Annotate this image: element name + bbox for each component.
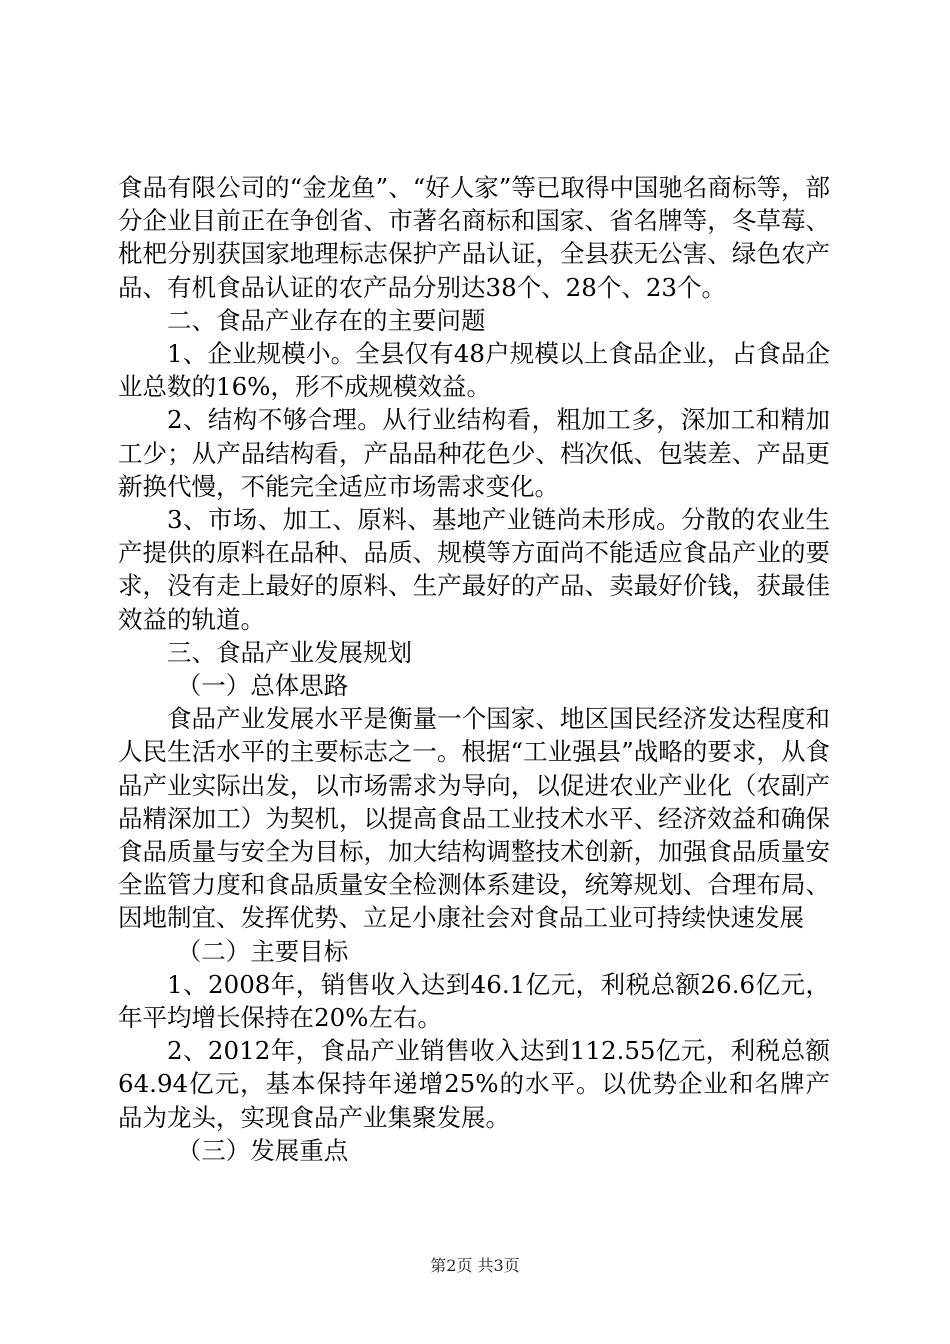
document-body [118, 171, 830, 1167]
paragraph-problem-structure: 2、结构不够合理。从行业结构看，粗加工多，深加工和精加工少；从产品结构看，产品品种花色少、档次低、包装差、产品更新换代慢，不能完全适应市场需求变化。 [118, 405, 830, 501]
section-heading-main-problems: 二、食品产业存在的主要问题 [167, 305, 486, 335]
paragraph-goal-2012: 2、2012年，食品产业销售收入达到112.55亿元，利税总额64.94亿元，基本保持年递增25%的水平。以优势企业和名牌产品为龙头，实现食品产业集聚发展。 [118, 1036, 830, 1132]
page-number-footer: 第2页 共3页 [430, 1256, 520, 1275]
paragraph-brand-achievements: 食品有限公司的“金龙鱼”、“好人家”等已取得中国驰名商标等，部分企业目前正在争创省、市著名商标和国家、省名牌等，冬草莓、枇杷分别获国家地理标志保护产品认证，全县获无公害、绿色农产品、有机食品认证的农产品分别达38个、28个、23个。 [118, 173, 830, 302]
paragraph-overall-approach: 食品产业发展水平是衡量一个国家、地区国民经济发达程度和人民生活水平的主要标志之一。根据“工业强县”战略的要求，从食品产业实际出发，以市场需求为导向，以促进农业产业化（农副产品精深加工）为契机，以提高食品工业技术水平、经济效益和确保食品质量与安全为目标，加大结构调整技术创新，加强食品质量安全监管力度和食品质量安全检测体系建设，统筹规划、合理布局、因地制宜、发挥优势、立足小康社会对食品工业可持续快速发展 [118, 704, 830, 933]
paragraph-problem-chain: 3、市场、加工、原料、基地产业链尚未形成。分散的农业生产提供的原料在品种、品质、规模等方面尚不能适应食品产业的要求，没有走上最好的原料、生产最好的产品、卖最好价钱，获最佳效益的轨道。 [118, 505, 830, 634]
subheading-main-goals: （二）主要目标 [176, 936, 349, 966]
paragraph-goal-2008: 1、2008年，销售收入达到46.1亿元，利税总额26.6亿元，年平均增长保持在20%左右。 [118, 969, 830, 1033]
subheading-development-focus: （三）发展重点 [176, 1135, 349, 1165]
subheading-overall-approach: （一）总体思路 [176, 671, 349, 701]
section-heading-development-plan: 三、食品产业发展规划 [167, 637, 412, 667]
paragraph-problem-scale: 1、企业规模小。全县仅有48户规模以上食品企业，占食品企业总数的16%，形不成规模效益。 [118, 339, 830, 402]
